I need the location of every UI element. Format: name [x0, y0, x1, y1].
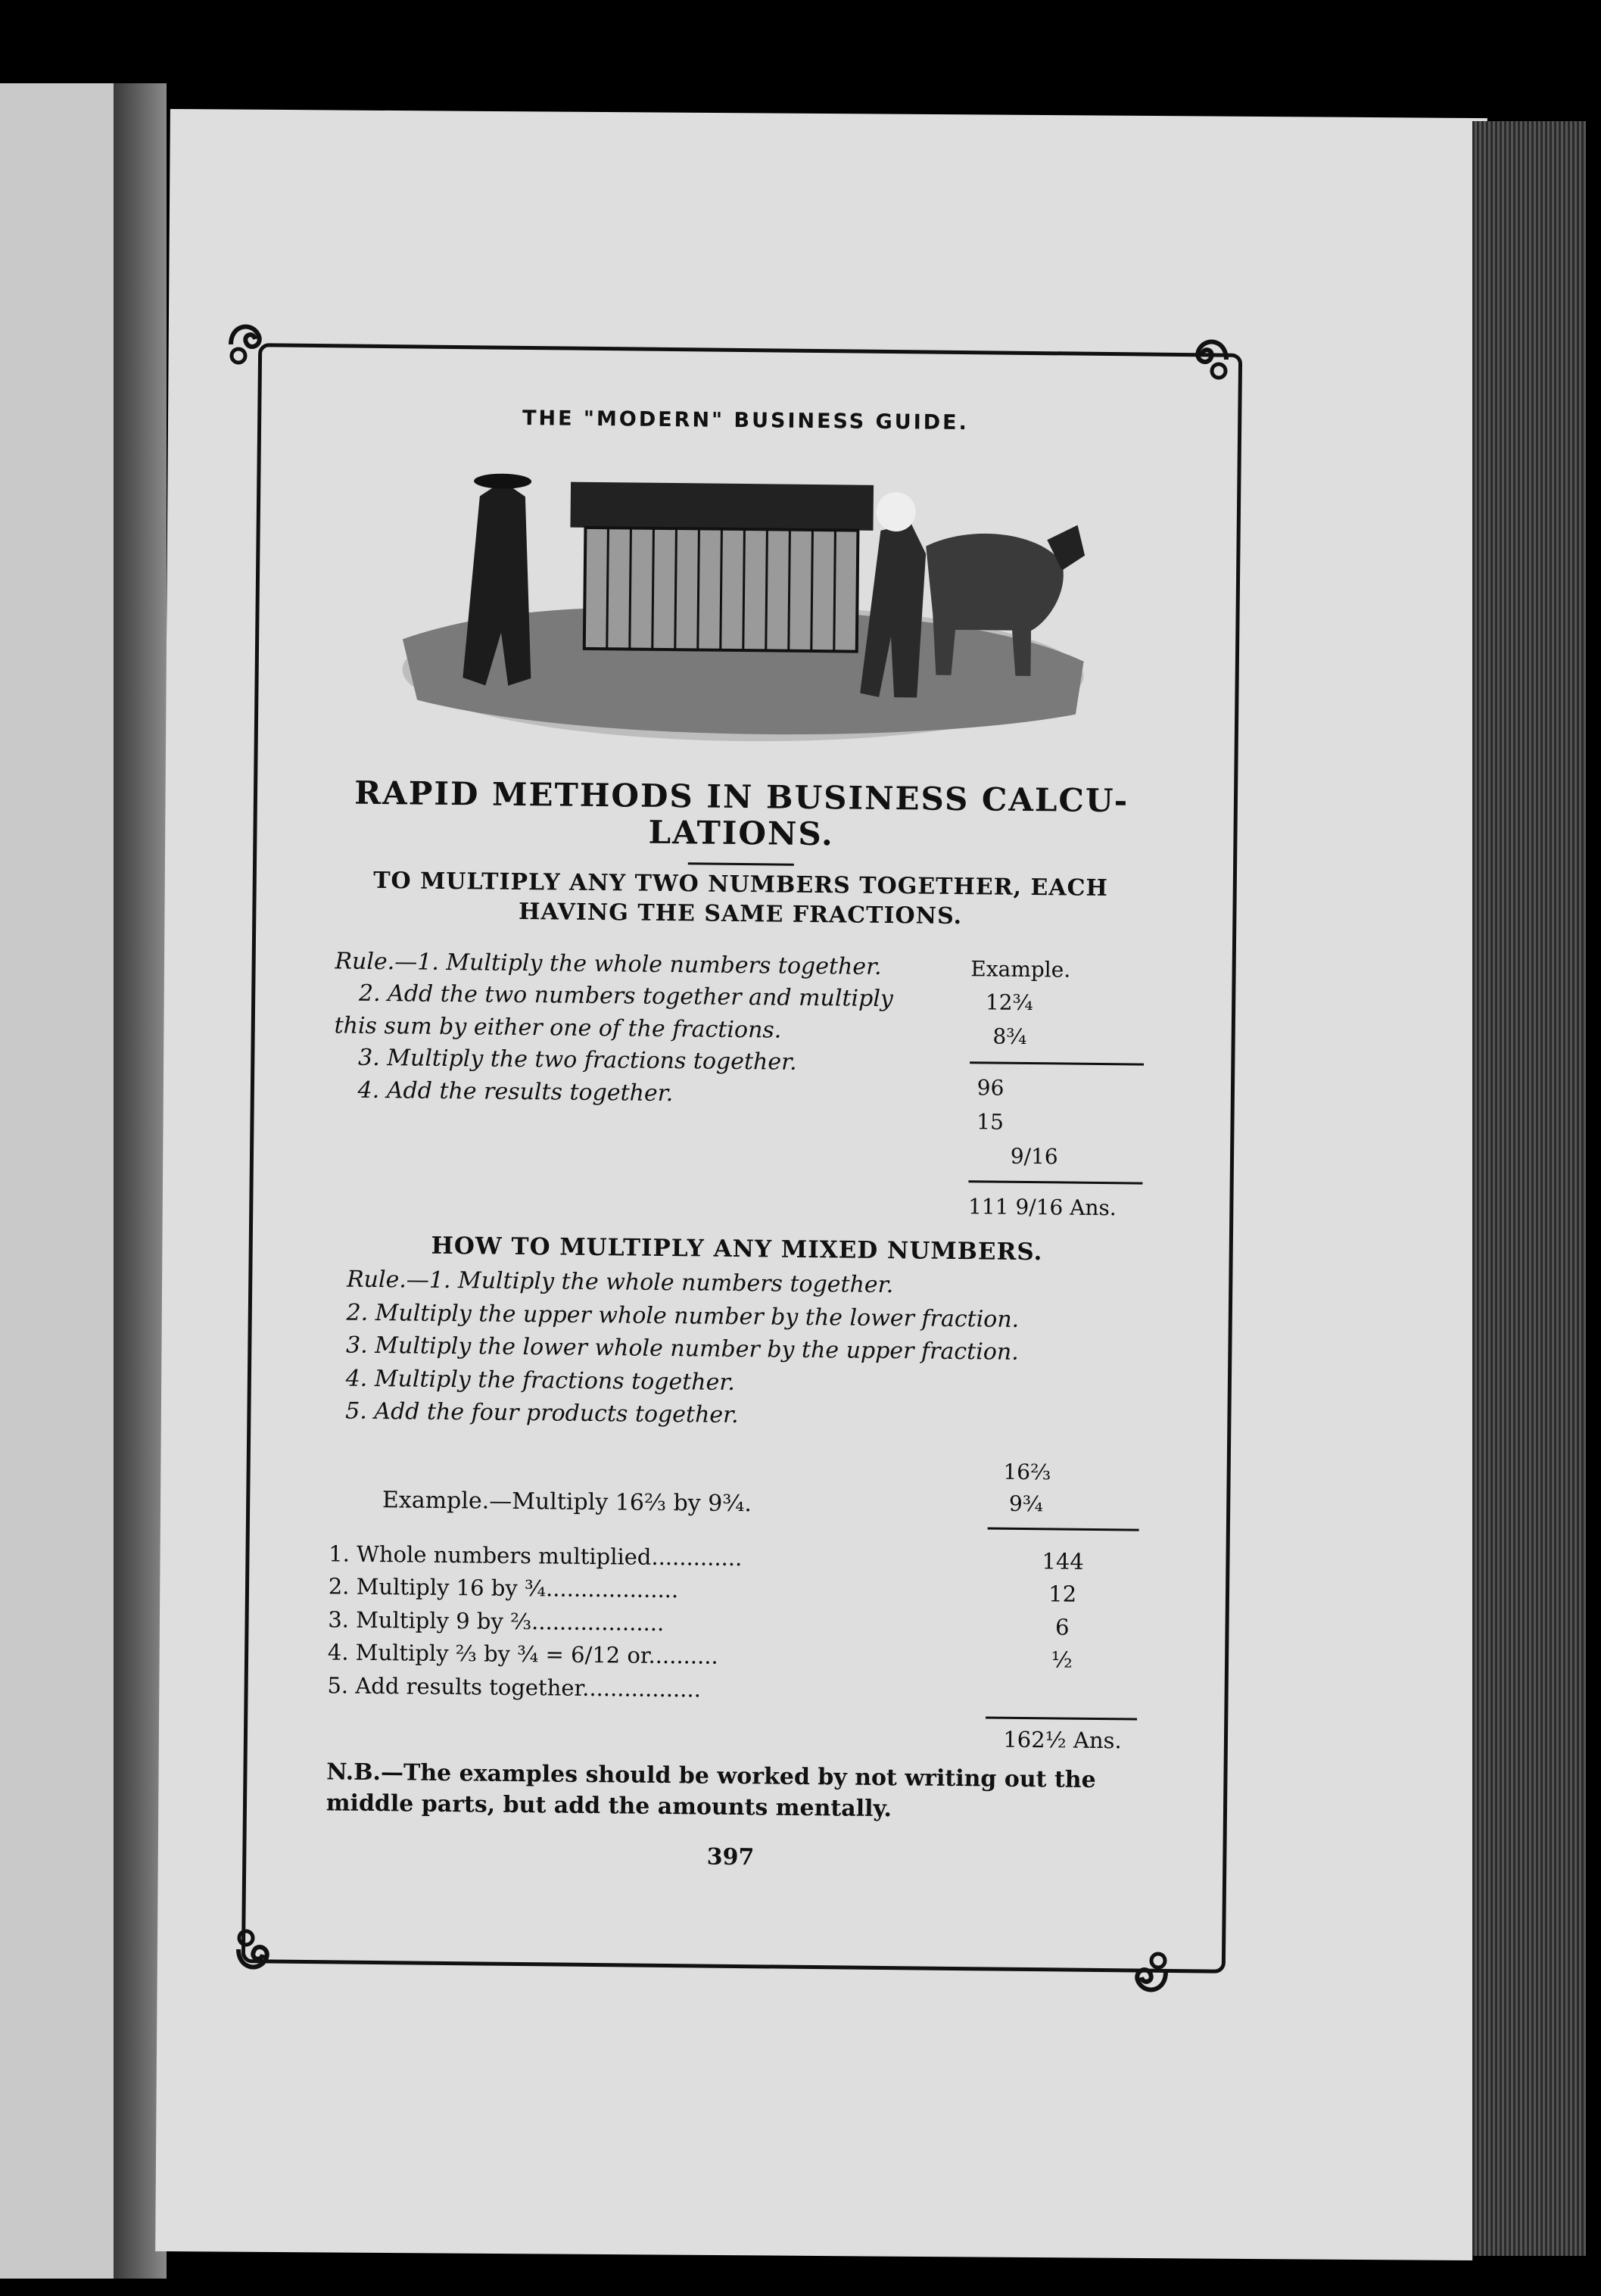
rule-3: 3. Multiply the two fractions together.: [357, 1045, 797, 1076]
running-head: THE "MODERN" BUSINESS GUIDE.: [522, 406, 970, 435]
example-answer: 111 9/16 Ans.: [967, 1194, 1117, 1221]
section1-rules: [332, 946, 911, 1224]
step-value: 144: [1042, 1547, 1085, 1575]
section1-heading: TO MULTIPLY ANY TWO NUMBERS TOGETHER, EACH HAVING THE SAME FRACTIONS.: [373, 867, 1109, 930]
sum-line: [970, 1061, 1144, 1065]
rule-2: 2. Multiply the upper whole number by the lower fraction.: [346, 1299, 1020, 1333]
page-edges: [1472, 121, 1586, 2256]
step-label: 2. Multiply 16 by ¾...................: [328, 1573, 679, 1603]
rule-1: Rule.—1. Multiply the whole numbers together.: [346, 1266, 894, 1299]
divider: [688, 862, 794, 865]
step-label: 5. Add results together.................: [327, 1672, 702, 1703]
step-value: ½: [1051, 1646, 1073, 1673]
step-label: 1. Whole numbers multiplied.............: [329, 1541, 743, 1571]
example-number: 9¾: [1008, 1491, 1044, 1516]
example-number: 96: [976, 1075, 1005, 1101]
example-number: 9/16: [1010, 1143, 1058, 1170]
corner-ornament-icon: [1120, 1946, 1173, 1998]
section1-example: [968, 952, 1145, 1226]
example-text: Example.—Multiply 16⅔ by 9¾.: [382, 1486, 752, 1517]
example-answer: 162½ Ans.: [1003, 1726, 1122, 1754]
sum-line: [968, 1181, 1142, 1185]
section1-body: [332, 946, 1145, 1226]
rule-2: 2. Add the two numbers together and multiply this sum by either one of the fractions.: [334, 980, 894, 1044]
example-number: 15: [976, 1109, 1005, 1135]
sum-line: [988, 1527, 1139, 1531]
corner-ornament-icon: [231, 1923, 284, 1976]
page-content: [325, 404, 1151, 1874]
rule-4: 4. Multiply the fractions together.: [345, 1365, 736, 1396]
rule-3: 3. Multiply the lower whole number by the upper fraction.: [345, 1332, 1019, 1366]
corner-ornament-icon: [223, 318, 276, 371]
step-value: 12: [1048, 1581, 1077, 1607]
step-label: 4. Multiply ⅔ by ¾ = 6/12 or..........: [327, 1639, 718, 1669]
note: N.B.—The examples should be worked by not writing out the middle parts, but add the amounts mentally.: [325, 1759, 1096, 1822]
corner-ornament-icon: [1181, 333, 1234, 386]
example-label: Example.: [970, 955, 1071, 983]
facing-page-edge: [0, 83, 114, 2279]
example-numbers: [965, 1456, 1140, 1521]
section2-heading: HOW TO MULTIPLY ANY MIXED NUMBERS.: [431, 1232, 1043, 1266]
page-number: 397: [706, 1843, 755, 1871]
section2-example: [329, 1449, 1140, 1521]
rule-1: Rule.—1. Multiply the whole numbers together.: [335, 948, 882, 980]
rule-5: 5. Add the four products together.: [345, 1397, 739, 1429]
step-value: 6: [1054, 1614, 1070, 1640]
sum-line: [986, 1717, 1137, 1721]
step-value: [986, 1676, 1137, 1711]
example-number: 8¾: [992, 1023, 1027, 1050]
worked-steps: [327, 1537, 1138, 1711]
main-title: RAPID METHODS IN BUSINESS CALCU-LATIONS.: [354, 774, 1129, 853]
example-number: 12¾: [985, 989, 1033, 1016]
section2-rules: [330, 1263, 1142, 1437]
example-number: 16⅔: [1003, 1459, 1051, 1485]
step-label: 3. Multiply 9 by ⅔...................: [328, 1606, 665, 1636]
engraving-illustration: [394, 450, 1093, 752]
rule-4: 4. Add the results together.: [357, 1076, 674, 1108]
